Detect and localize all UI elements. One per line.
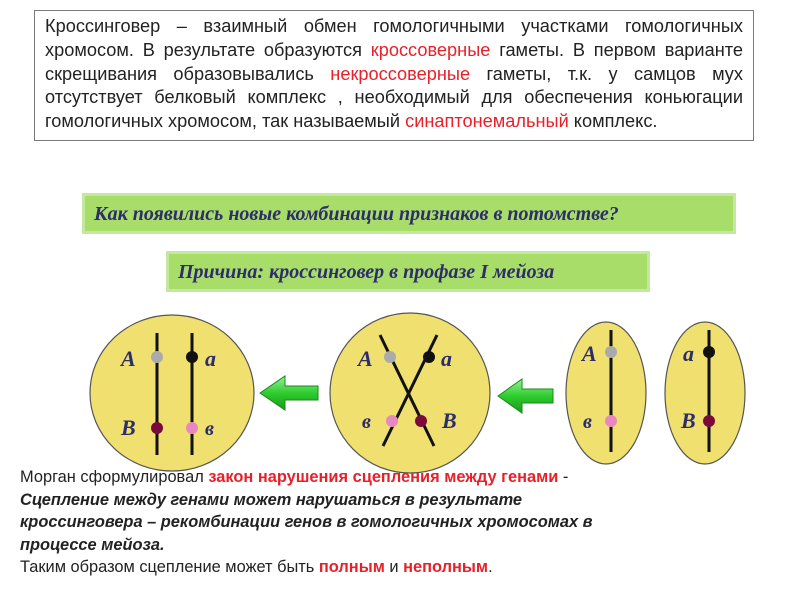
cell-2-allele-b-dot	[386, 415, 398, 427]
cell-3-label-b: в	[583, 411, 592, 433]
bottom-line-1-end: -	[558, 468, 569, 486]
bottom-line-3: кроссинговера – рекомбинации генов в гомологичных хромосомах в	[20, 513, 593, 531]
cell-3-allele-b-dot	[605, 415, 617, 427]
cell-3-gamete	[566, 322, 646, 464]
cell-4-allele-a-dot	[703, 346, 715, 358]
cell-1-allele-b-dot	[186, 422, 198, 434]
cell-2-label-a: a	[441, 346, 452, 371]
intro-term-crossover: кроссоверные	[370, 39, 491, 60]
cell-3-label-A: A	[582, 341, 597, 366]
bottom-line-2: Сцепление между генами может нарушаться в результате	[20, 490, 523, 509]
cell-2-label-A: A	[358, 346, 373, 371]
intro-part-4: комплекс.	[568, 111, 658, 132]
cell-1-label-a: a	[205, 346, 216, 371]
bottom-line-4: процессе мейоза.	[20, 535, 165, 554]
cell-1-allele-A-dot	[151, 351, 163, 363]
intro-part-3: гаметы, т.к. у самцов мух отсутствует белковый комплекс , необходимый для обеспечения коньюгации гомологичных хромосом, так называемый	[45, 63, 743, 132]
bottom-line-5	[20, 556, 780, 579]
cell-4-allele-B-dot	[703, 415, 715, 427]
law-name: закон нарушения сцепления между генами	[208, 468, 559, 486]
cell-4-label-a: a	[683, 341, 694, 366]
cell-2-label-b: в	[362, 411, 371, 433]
cell-3-allele-A-dot	[605, 346, 617, 358]
cell-1-nucleus	[90, 315, 254, 471]
cell-1-label-A: A	[121, 346, 136, 371]
cell-2-label-B: B	[442, 408, 457, 433]
intro-part-2: гаметы. В первом варианте скрещивания образовывались	[45, 39, 743, 84]
cell-2-allele-A-dot	[384, 351, 396, 363]
cell-1-label-B: B	[121, 415, 136, 440]
cause-text: Причина: кроссинговер в профазе I мейоза	[178, 261, 555, 283]
cell-1-allele-a-dot	[186, 351, 198, 363]
intro-part-1: Кроссинговер – взаимный обмен гомологичными участками гомологичных хромосом. В результате образуются	[45, 16, 743, 60]
bottom-line-5-end: .	[488, 558, 493, 576]
arrow-1	[260, 376, 318, 410]
bottom-line-5-start: Таким образом сцепление может быть	[20, 558, 319, 576]
term-incomplete: неполным	[403, 558, 489, 576]
bottom-line-5-mid: и	[384, 558, 404, 576]
bottom-line-1-start: Морган сформулировал	[20, 468, 209, 486]
cell-2-allele-a-dot	[423, 351, 435, 363]
arrow-2	[498, 379, 553, 413]
intro-term-synaptonemal: синаптонемальный	[405, 111, 569, 132]
cell-4-label-B: B	[681, 408, 696, 433]
cell-2-allele-B-dot	[415, 415, 427, 427]
bottom-line-1	[20, 466, 780, 489]
cell-1-label-b: в	[205, 418, 214, 440]
intro-term-noncrossover: некроссоверные	[330, 63, 471, 84]
cell-4-gamete	[665, 322, 745, 464]
morgan-law-text	[20, 466, 780, 579]
term-complete: полным	[318, 558, 385, 576]
cell-1-allele-B-dot	[151, 422, 163, 434]
question-text: Как появились новые комбинации признаков в потомстве?	[94, 203, 619, 225]
